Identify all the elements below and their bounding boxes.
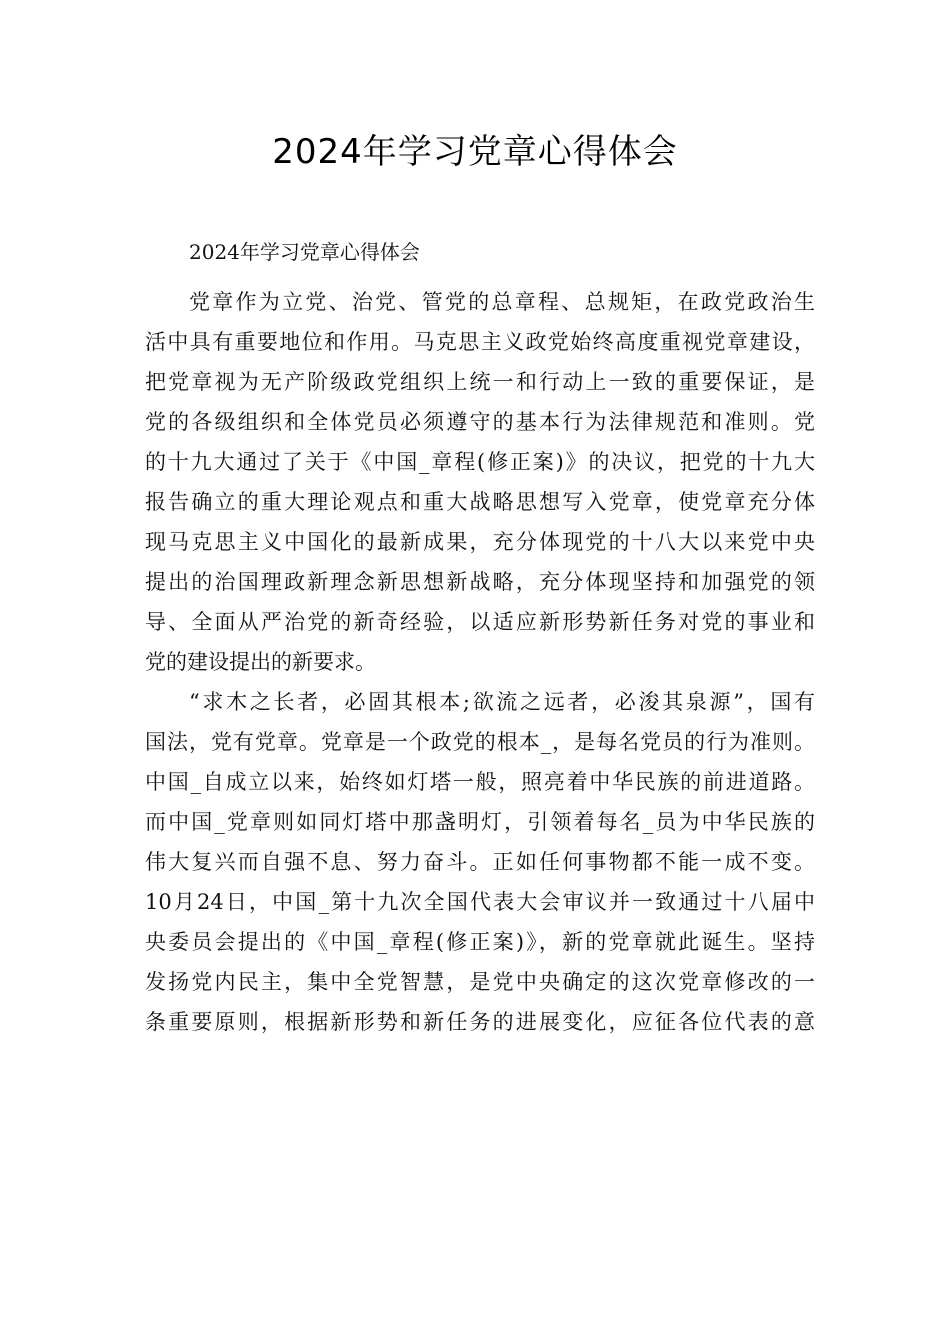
paragraph-line: 央委员会提出的《中国_章程(修正案)》，新的党章就此诞生。坚持 [145, 930, 815, 954]
paragraph-line: 发扬党内民主，集中全党智慧，是党中央确定的这次党章修改的一 [145, 970, 815, 994]
paragraph-line: 国法，党有党章。党章是一个政党的根本_，是每名党员的行为准则。 [145, 730, 815, 754]
paragraph-line: 党章作为立党、治党、管党的总章程、总规矩，在政党政治生 [189, 290, 815, 314]
paragraph-line: 提出的治国理政新理念新思想新战略，充分体现坚持和加强党的领 [145, 570, 815, 594]
paragraph-line: 活中具有重要地位和作用。马克思主义政党始终高度重视党章建设， [145, 330, 815, 354]
paragraph-2 [145, 682, 815, 1042]
paragraph-line: 10月24日，中国_第十九次全国代表大会审议并一致通过十八届中 [145, 890, 815, 914]
paragraph-line: “求木之长者，必固其根本;欲流之远者，必浚其泉源”，国有 [189, 690, 815, 714]
paragraph-line: 而中国_党章则如同灯塔中那盏明灯，引领着每名_员为中华民族的 [145, 810, 815, 834]
paragraph-1 [145, 282, 815, 682]
paragraph-line: 党的各级组织和全体党员必须遵守的基本行为法律规范和准则。党 [145, 410, 815, 434]
paragraph-line: 伟大复兴而自强不息、努力奋斗。正如任何事物都不能一成不变。 [145, 850, 815, 874]
paragraph-gap [145, 272, 815, 282]
paragraph-line: 把党章视为无产阶级政党组织上统一和行动上一致的重要保证，是 [145, 370, 815, 394]
paragraph-line: 导、全面从严治党的新奇经验，以适应新形势新任务对党的事业和 [145, 610, 815, 634]
paragraph-line: 中国_自成立以来，始终如灯塔一般，照亮着中华民族的前进道路。 [145, 770, 815, 794]
paragraph-line: 现马克思主义中国化的最新成果，充分体现党的十八大以来党中央 [145, 530, 815, 554]
document-subtitle: 2024年学习党章心得体会 [189, 240, 420, 264]
paragraph-line: 报告确立的重大理论观点和重大战略思想写入党章，使党章充分体 [145, 490, 815, 514]
document-body [145, 232, 815, 1042]
paragraph-line: 条重要原则，根据新形势和新任务的进展变化，应征各位代表的意 [145, 1010, 815, 1034]
document-title: 2024年学习党章心得体会 [272, 132, 678, 172]
paragraph-line: 的十九大通过了关于《中国_章程(修正案)》的决议，把党的十九大 [145, 450, 815, 474]
paragraph-line: 党的建设提出的新要求。 [145, 650, 376, 674]
